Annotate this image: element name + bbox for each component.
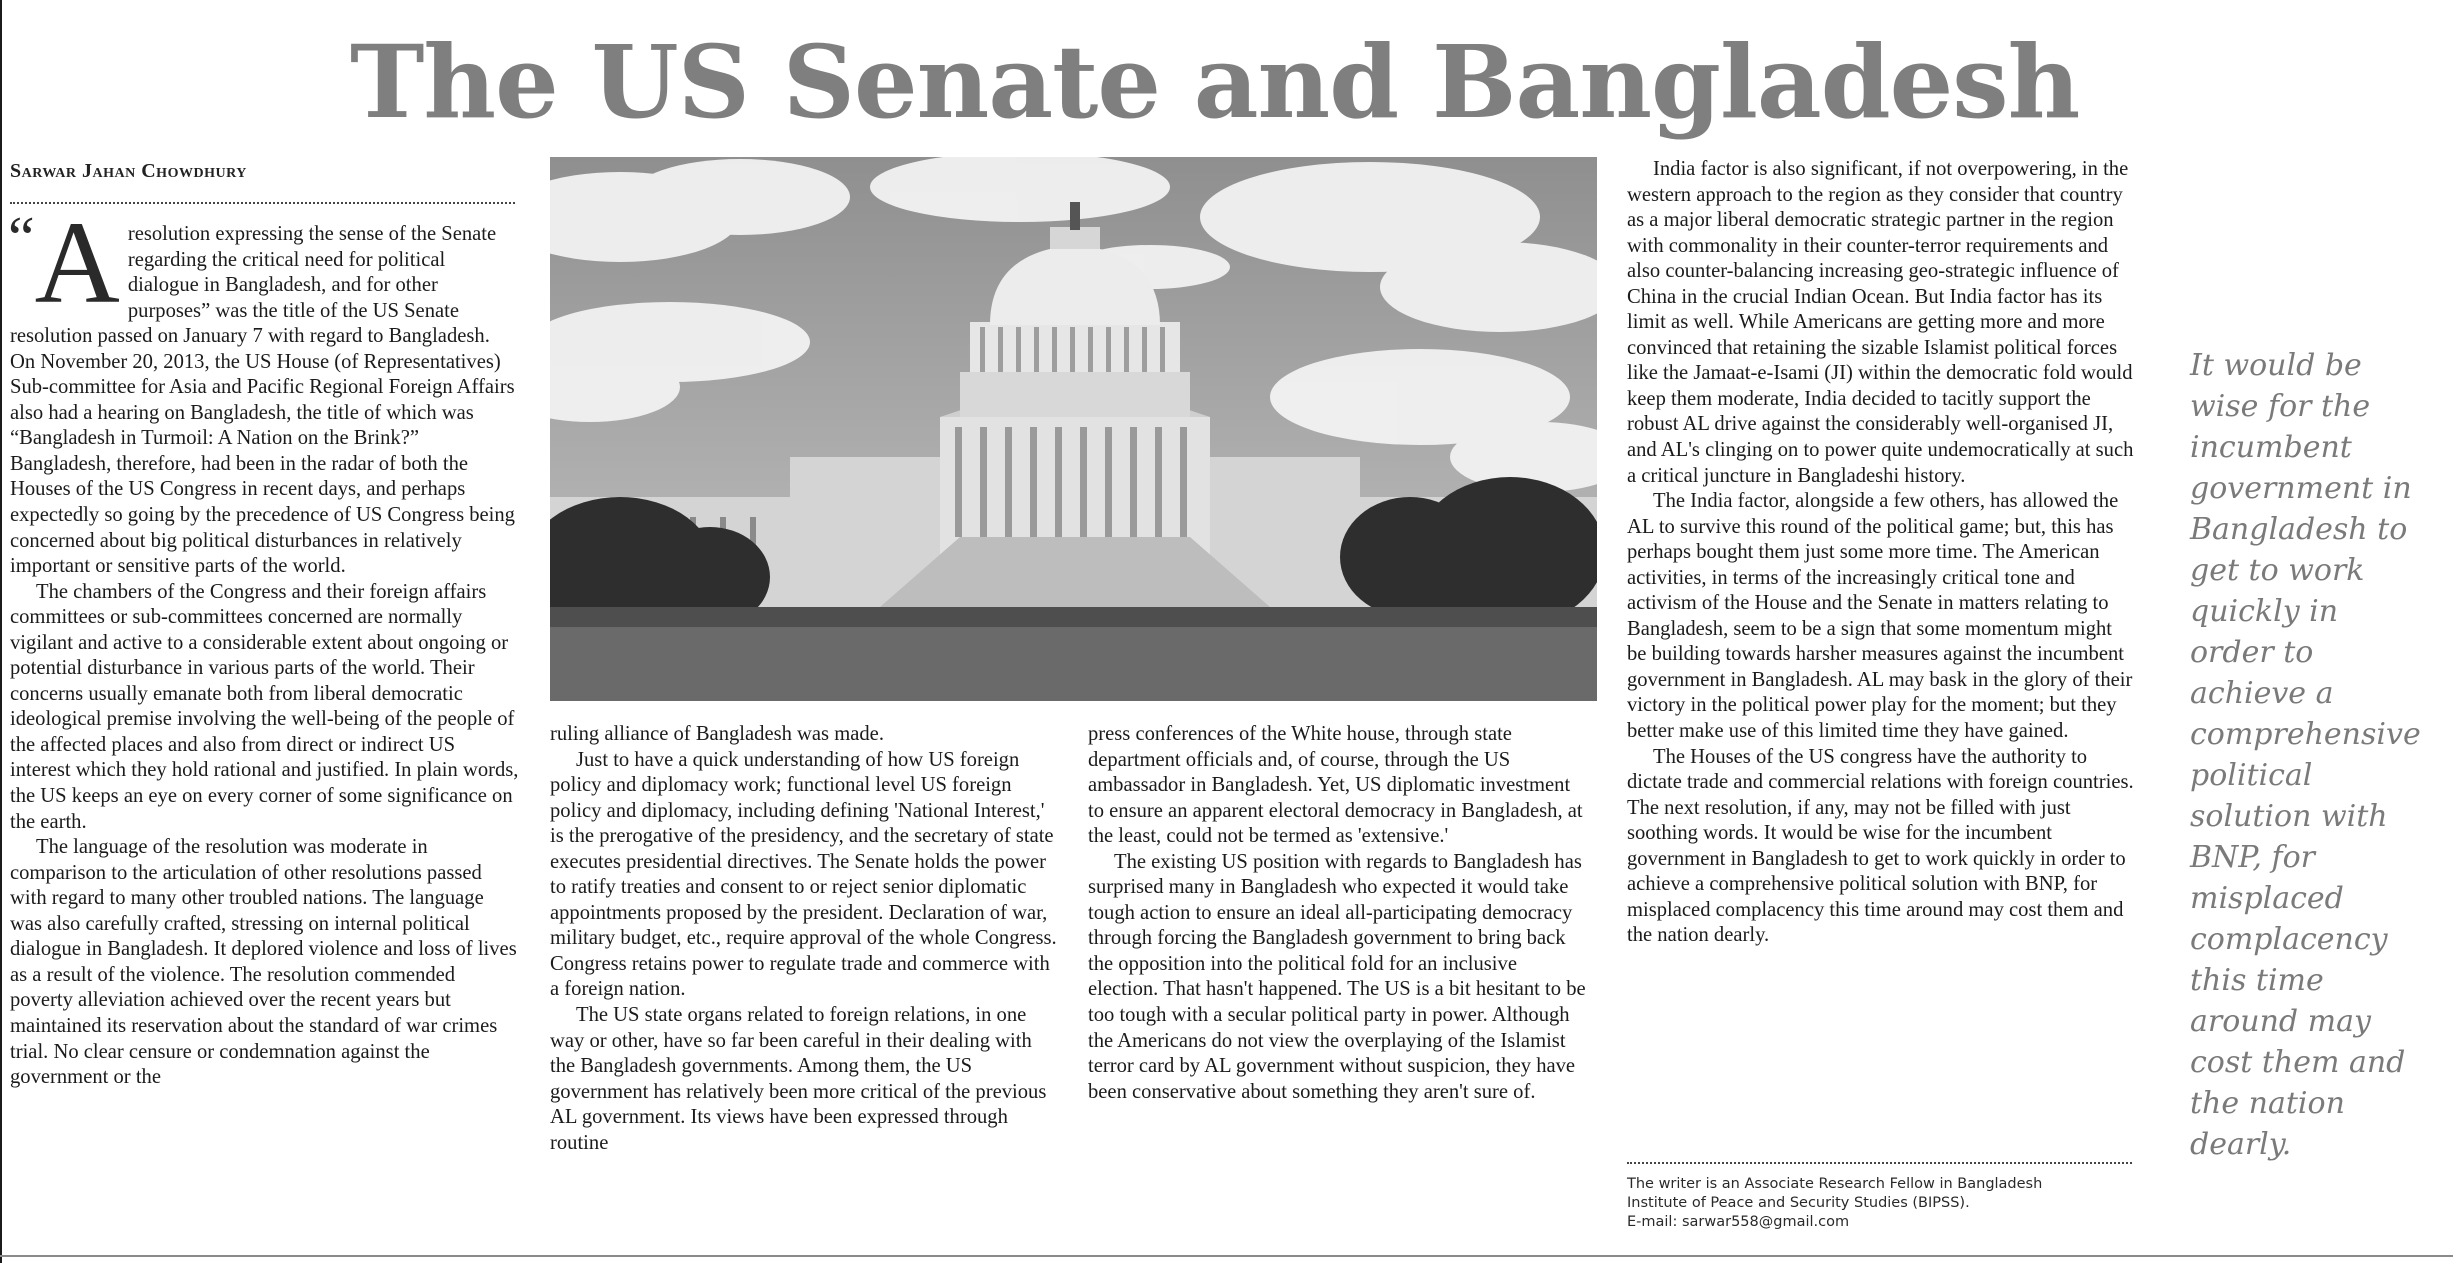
paragraph: The chambers of the Congress and their foreign affairs committees or sub-committees concerned are normally vigilant and active to a considerable extent about ongoing or potential disturbance in various parts of the world. Their concerns usually emanate both from liberal democratic ideological premise involving the well-being of the people of the affected places and also from direct or indirect US interest which they hold rational and justified. In plain words, the US keeps an eye on every corner of some significance on the earth. [10, 580, 519, 833]
author-bio [1627, 1175, 2127, 1232]
bio-line: The writer is an Associate Research Fellow in Bangladesh [1627, 1176, 2043, 1192]
paragraph: India factor is also significant, if not overpowering, in the western approach to the region as they consider that country as a major liberal democratic strategic partner in the region with commonality in their counter-terror requirements and also counter-balancing increasing geo-strategic influence of China in the crucial Indian Ocean. But India factor has its limit as well. While Americans are getting more and more convinced that retaining the sizable Islamist political forces like the Jamaat-e-Isami (JI) within the democratic fold would keep them moderate, India decided to tacitly support the robust AL drive against the considerably well-organised JI, and AL's clinging on to power quite undemocratically at such a critical juncture in Bangladeshi history. [1627, 158, 2134, 487]
opening-paragraph [8, 197, 520, 580]
paragraph-continuation: press conferences of the White house, through state department officials and, of course, through the US ambassador in Bangladesh. Yet, US diplomatic investment to ensure an apparent electoral democracy in Bangladesh, at the least, could not be termed as 'extensive.' [1088, 723, 1583, 848]
paragraph: The US state organs related to foreign relations, in one way or other, have so far been careful in their dealing with the Bangladesh governments. Among them, the US government has relatively been more critical of the previous AL government. Its views have been expressed through routine [550, 1004, 1047, 1154]
statue [1070, 202, 1080, 230]
paragraph: The existing US position with regards to Bangladesh has surprised many in Bangladesh who expected it would take tough action to ensure an ideal all-participating democracy through forcing the Bangladesh government to bring back the opposition into the political fold for an inclusive election. That hasn't happened. The US is a bit hesitant to be too tough with a secular political party in power. Although the Americans do not view the overplaying of the Islamist terror card by AL government without suspicion, they have been conservative about something they aren't sure of. [1088, 850, 1586, 1103]
bio-line: Institute of Peace and Security Studies (BIPSS). [1627, 1195, 1970, 1211]
lantern [1050, 227, 1100, 249]
pull-quote: It would be wise for the incumbent government in Bangladesh to get to work quickly in order to achieve a comprehensive political solution with BNP, for misplaced complacency this time around may cost them and the nation dearly. [2190, 348, 2421, 1162]
page-left-rule [0, 0, 2, 1263]
lawn-edge [550, 607, 1597, 627]
paragraph-continuation: ruling alliance of Bangladesh was made. [550, 723, 884, 745]
paragraph: Just to have a quick understanding of how US foreign policy and diplomacy work; functional level US foreign policy and diplomacy, including defining 'National Interest,' is the prerogative of the presidency, and the secretary of state executes presidential directives. The Senate holds the power to ratify treaties and consent to or reject senior diplomatic appointments proposed by the president. Declaration of war, military budget, etc., require approval of the whole Congress. Congress retains power to regulate trade and commerce with a foreign nation. [550, 748, 1057, 1001]
column-1 [8, 197, 520, 1091]
opening-text: resolution expressing the sense of the Senate regarding the critical need for political dialogue in Bangladesh, and for other purposes” was the title of the US Senate resolution passed on January 7 with regard to Bangladesh. On November 20, 2013, the US House (of Representatives) Sub-committee for Asia and Pacific Regional Foreign Affairs also had a hearing on Bangladesh, the title of which was “Bangladesh in Turmoil: A Nation on the Brink?” Bangladesh, therefore, had been in the radar of both the Houses of the US Congress in recent days, and perhaps expectedly so going by the precedence of US Congress being concerned about big political disturbances in relatively important or sensitive parts of the world. [10, 223, 515, 578]
capitol-building-image [550, 157, 1597, 701]
drop-cap [8, 197, 120, 328]
paragraph: The Houses of the US congress have the authority to dictate trade and commercial relations with foreign countries. The next resolution, if any, may not be filled with just soothing words. It would be wise for the incumbent government in Bangladesh to get to work quickly in order to achieve a comprehensive political solution with BNP, for misplaced complacency this time around may cost them and the nation dearly. [1627, 745, 2134, 947]
opening-quote-mark: “ [8, 205, 35, 271]
paragraph: The language of the resolution was moderate in comparison to the articulation of other resolutions passed with regard to many other troubled nations. The language was also carefully crafted, stressing on internal political dialogue in Bangladesh. It deplored violence and loss of lives as a result of the violence. The resolution commended poverty alleviation achieved over the recent years but maintained its reservation about the standard of war crimes trial. No clear censure or condemnation against the government or the [10, 836, 517, 1089]
capitol-photo [550, 157, 1597, 701]
article-headline: The US Senate and Bangladesh [350, 23, 2080, 141]
author-email: E-mail: sarwar558@gmail.com [1627, 1214, 1850, 1230]
byline: Sarwar Jahan Chowdhury [10, 160, 247, 182]
column-3 [1088, 722, 1591, 1105]
dome-base [960, 372, 1190, 417]
bio-divider [1627, 1162, 2132, 1164]
page-bottom-rule [0, 1255, 2453, 1257]
drop-cap-letter: A [34, 197, 120, 328]
paragraph: The India factor, alongside a few others, has allowed the AL to survive this round of the political game; but, this has perhaps bought them just some more time. The American activities, in terms of the increasingly critical tone and activism of the House and the Senate in matters relating to Bangladesh, seem to be a sign that some momentum might be building towards harsher measures against the incumbent government in Bangladesh. AL may bask in the glory of their victory in the political power play for the moment; but they better make use of this limited time they have gained. [1627, 490, 2133, 743]
column-2 [550, 722, 1060, 1156]
column-4 [1627, 157, 2134, 949]
